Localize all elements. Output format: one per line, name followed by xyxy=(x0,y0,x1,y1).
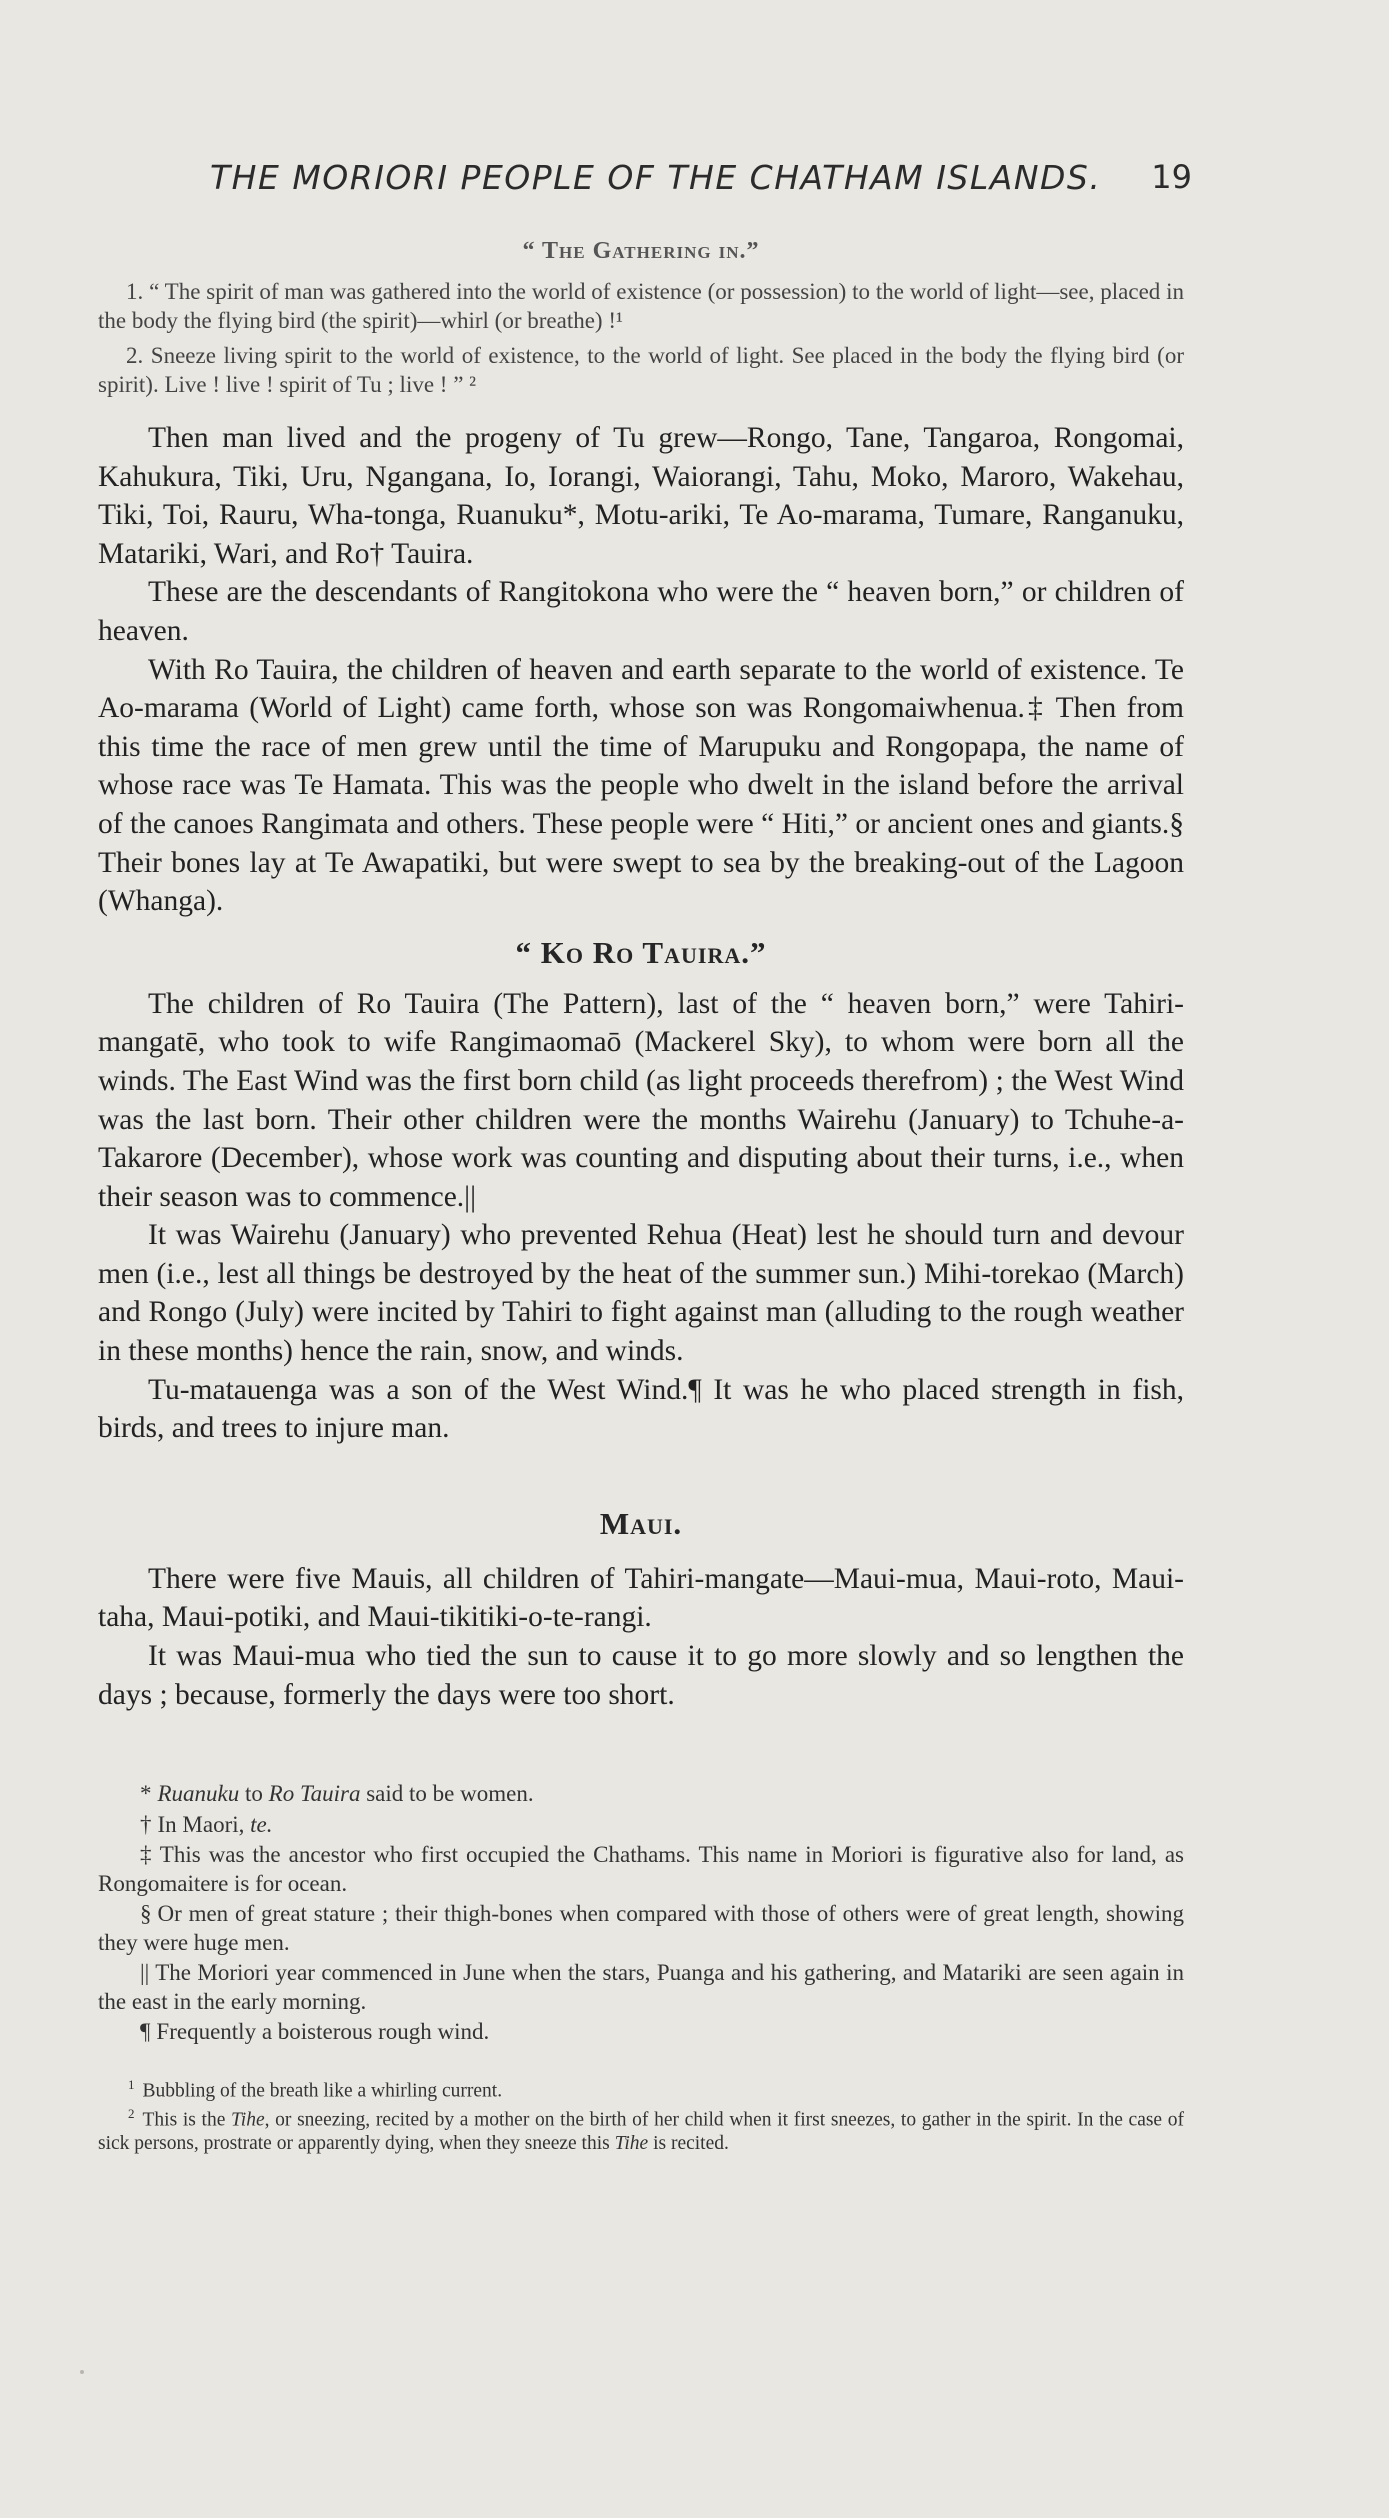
chant-verse-1: 1. “ The spirit of man was gathered into the world of existence (or possession) to the world of light—see, placed in the body the flying bird (the spirit)—whirl (or breathe) !¹ xyxy=(98,279,1184,333)
paragraph-wairehu: It was Wairehu (January) who prevented Rehua (Heat) lest he should turn and devour men (i.e., lest all things be destroyed by the heat of the summer sun.) Mihi-torekao (March) and Rongo (July) were incited by Tahiri to fight against man (alluding to the rough weather in these months) hence the rain, snow, and winds. xyxy=(98,1219,1184,1368)
page-number: 19 xyxy=(1151,158,1192,196)
paragraph-tu-matauenga: Tu-matauenga was a son of the West Wind.¶ It was he who placed strength in fish, birds, and trees to injure man. xyxy=(98,1373,1184,1445)
footnote: || The Moriori year commenced in June when the stars, Puanga and his gathering, and Matariki are seen again in the east in the early morning. xyxy=(98,1960,1184,2014)
footnote: † In Maori, te. xyxy=(140,1811,273,1837)
footnote: * Ruanuku to Ro Tauira said to be women. xyxy=(140,1781,534,1807)
footnote: ¶ Frequently a boisterous rough wind. xyxy=(140,2019,490,2045)
paragraph-ro-tauira: With Ro Tauira, the children of heaven and earth separate to the world of existence. Te Ao-marama (World of Light) came forth, whose son was Rongomaiwhenua.‡ Then from this time the race of men grew until the time of Marupuku and Rongopapa, the name of whose race was Te Hamata. This was the people who dwelt in the island before the arrival of the canoes Rangimata and others. These people were “ Hiti,” or ancient ones and giants.§ Their bones lay at Te Awapatiki, but were swept to sea by the breaking-out of the Lagoon (Whanga). xyxy=(98,653,1184,918)
paragraph-five-mauis: There were five Mauis, all children of Tahiri-mangate—Maui-mua, Maui-roto, Maui-taha, Maui-potiki, and Maui-tikitiki-o-te-rangi. xyxy=(98,1562,1184,1634)
chant-verse-2: 2. Sneeze living spirit to the world of existence, to the world of light. See placed in the body the flying bird (or spirit). Live ! live ! spirit of Tu ; live ! ” ² xyxy=(98,343,1184,397)
running-title: THE MORIORI PEOPLE OF THE CHATHAM ISLANDS. xyxy=(210,158,1102,197)
spacer xyxy=(98,405,1184,419)
page-content xyxy=(98,238,1184,2155)
section-heading-maui: Maui. xyxy=(599,1505,683,1541)
note: $^1$ Bubbling of the breath like a whirling current. xyxy=(128,2076,503,2102)
paragraph-heaven-born: These are the descendants of Rangitokona who were the “ heaven born,” or children of heaven. xyxy=(98,576,1184,647)
numbered-notes xyxy=(98,2073,1184,2155)
footnote: § Or men of great stature ; their thigh-bones when compared with those of others were of great length, showing they were huge men. xyxy=(98,1901,1184,1955)
chant-heading: “ The Gathering in.” xyxy=(522,238,760,264)
footnotes xyxy=(98,1780,1184,2047)
section-heading-ko-ro-tauira: “ Ko Ro Tauira.” xyxy=(515,934,767,970)
running-head xyxy=(210,158,1210,208)
paper-speck xyxy=(80,2370,84,2374)
chant-block xyxy=(98,238,1184,399)
body-text xyxy=(98,419,1184,1714)
paragraph-progeny-of-tu: Then man lived and the progeny of Tu grew—Rongo, Tane, Tangaroa, Rongomai, Kahukura, Tiki, Uru, Ngangana, Io, Iorangi, Waiorangi, Tahu, Moko, Maroro, Wakehau, Tiki, Toi, Rauru, Wha-tonga, Ruanuku*, Motu-ariki, Te Ao-marama, Tumare, Ranganuku, Matariki, Wari, and Ro† Tauira. xyxy=(98,422,1184,570)
paragraph-maui-mua: It was Maui-mua who tied the sun to cause it to go more slowly and so lengthen the days ; because, formerly the days were too short. xyxy=(98,1640,1184,1711)
paragraph-children-of-ro-tauira: The children of Ro Tauira (The Pattern), last of the “ heaven born,” were Tahiri-mangatē, who took to wife Rangimaomaō (Mackerel Sky), to whom were born all the winds. The East Wind was the first born child (as light proceeds therefrom) ; the West Wind was the last born. Their other children were the months Wairehu (January) to Tchuhe-a-Takarore (December), whose work was counting and disputing about their turns, i.e., when their season was to commence.|| xyxy=(98,987,1184,1213)
note: $^2$ This is the Tihe, or sneezing, recited by a mother on the birth of her child when it first sneezes, to gather in the spirit. In the case of sick persons, prostrate or apparently dying, when they sneeze this Tihe is recited. xyxy=(98,2106,1185,2154)
footnote: ‡ This was the ancestor who first occupied the Chathams. This name in Moriori is figurative also for land, as Rongomaitere is for ocean. xyxy=(98,1842,1184,1896)
